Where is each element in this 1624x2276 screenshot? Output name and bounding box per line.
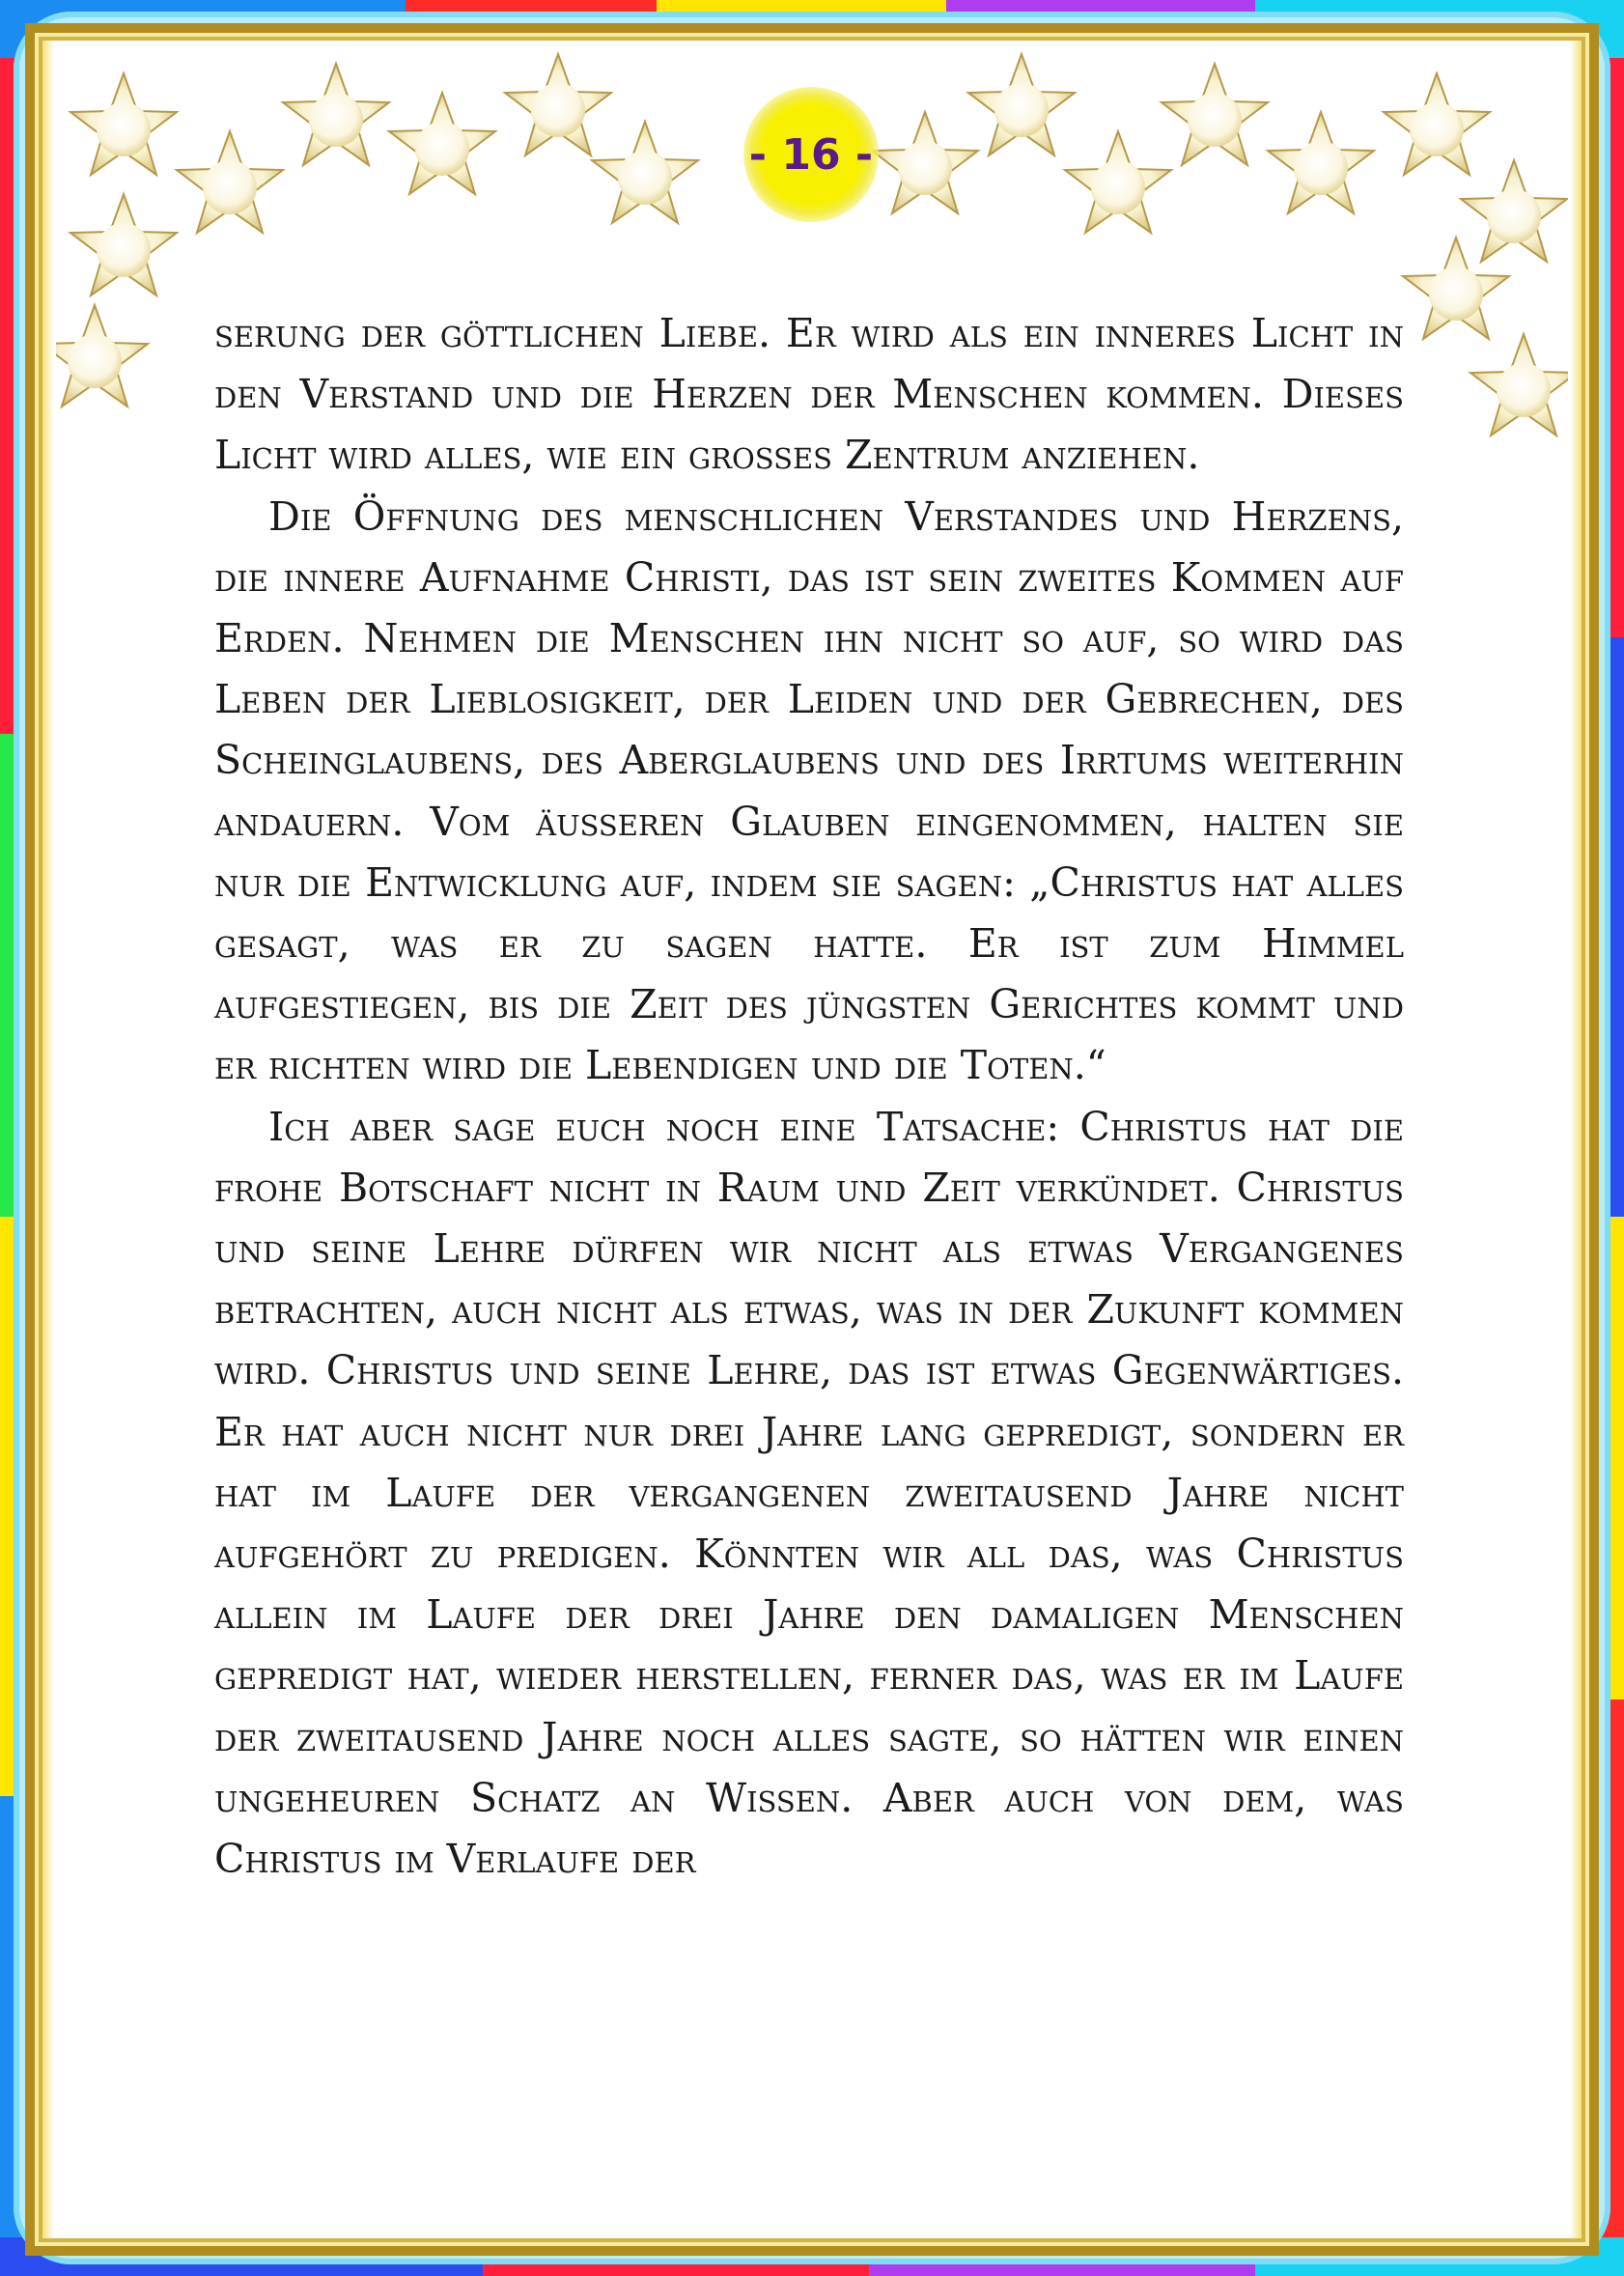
body-text	[214, 303, 1404, 1890]
page-sheet	[56, 42, 1568, 2234]
paragraph: serung der göttlichen Liebe. Er wird als ein inneres Licht in den Verstand und die Herzen der Menschen kommen. Dieses Licht wird alles, wie ein grosses Zentrum anziehen.	[214, 310, 1404, 479]
page-number: - 16 -	[748, 129, 874, 180]
paragraph: Ich aber sage euch noch eine Tatsache: Christus hat die frohe Botschaft nicht in Raum und Zeit verkündet. Christus und seine Lehre dürfen wir nicht als etwas Vergangenes betrachten, auch nicht als etwas, was in der Zukunft kommen wird. Christus und seine Lehre, das ist etwas Gegenwärtiges. Er hat auch nicht nur drei Jahre lang gepredigt, sondern er hat im Laufe der vergangenen zweitausend Jahre nicht aufgehört zu predigen. Könnten wir all das, was Christus allein im Laufe der drei Jahre den damaligen Menschen gepredigt hat, wieder herstellen, ferner das, was er im Laufe der zweitausend Jahre noch alles sagte, so hätten wir einen ungeheuren Schatz an Wissen. Aber auch von dem, was Christus im Verlaufe der	[214, 1103, 1404, 1883]
page-number-badge	[743, 87, 879, 222]
paragraph: Die Öffnung des menschlichen Verstandes und Herzens, die innere Aufnahme Christi, das ist sein zweites Kommen auf Erden. Nehmen die Menschen ihn nicht so auf, so wird das Leben der Lieblosigkeit, der Leiden und der Gebrechen, des Scheinglaubens, des Aberglaubens und des Irrtums weiterhin andauern. Vom äusseren Glauben eingenommen, halten sie nur die Entwicklung auf, indem sie sagen: „Christus hat alles gesagt, was er zu sagen hatte. Er ist zum Himmel aufgestiegen, bis die Zeit des jüngsten Gerichtes kommt und er richten wird die Lebendigen und die Toten.“	[214, 492, 1404, 1089]
